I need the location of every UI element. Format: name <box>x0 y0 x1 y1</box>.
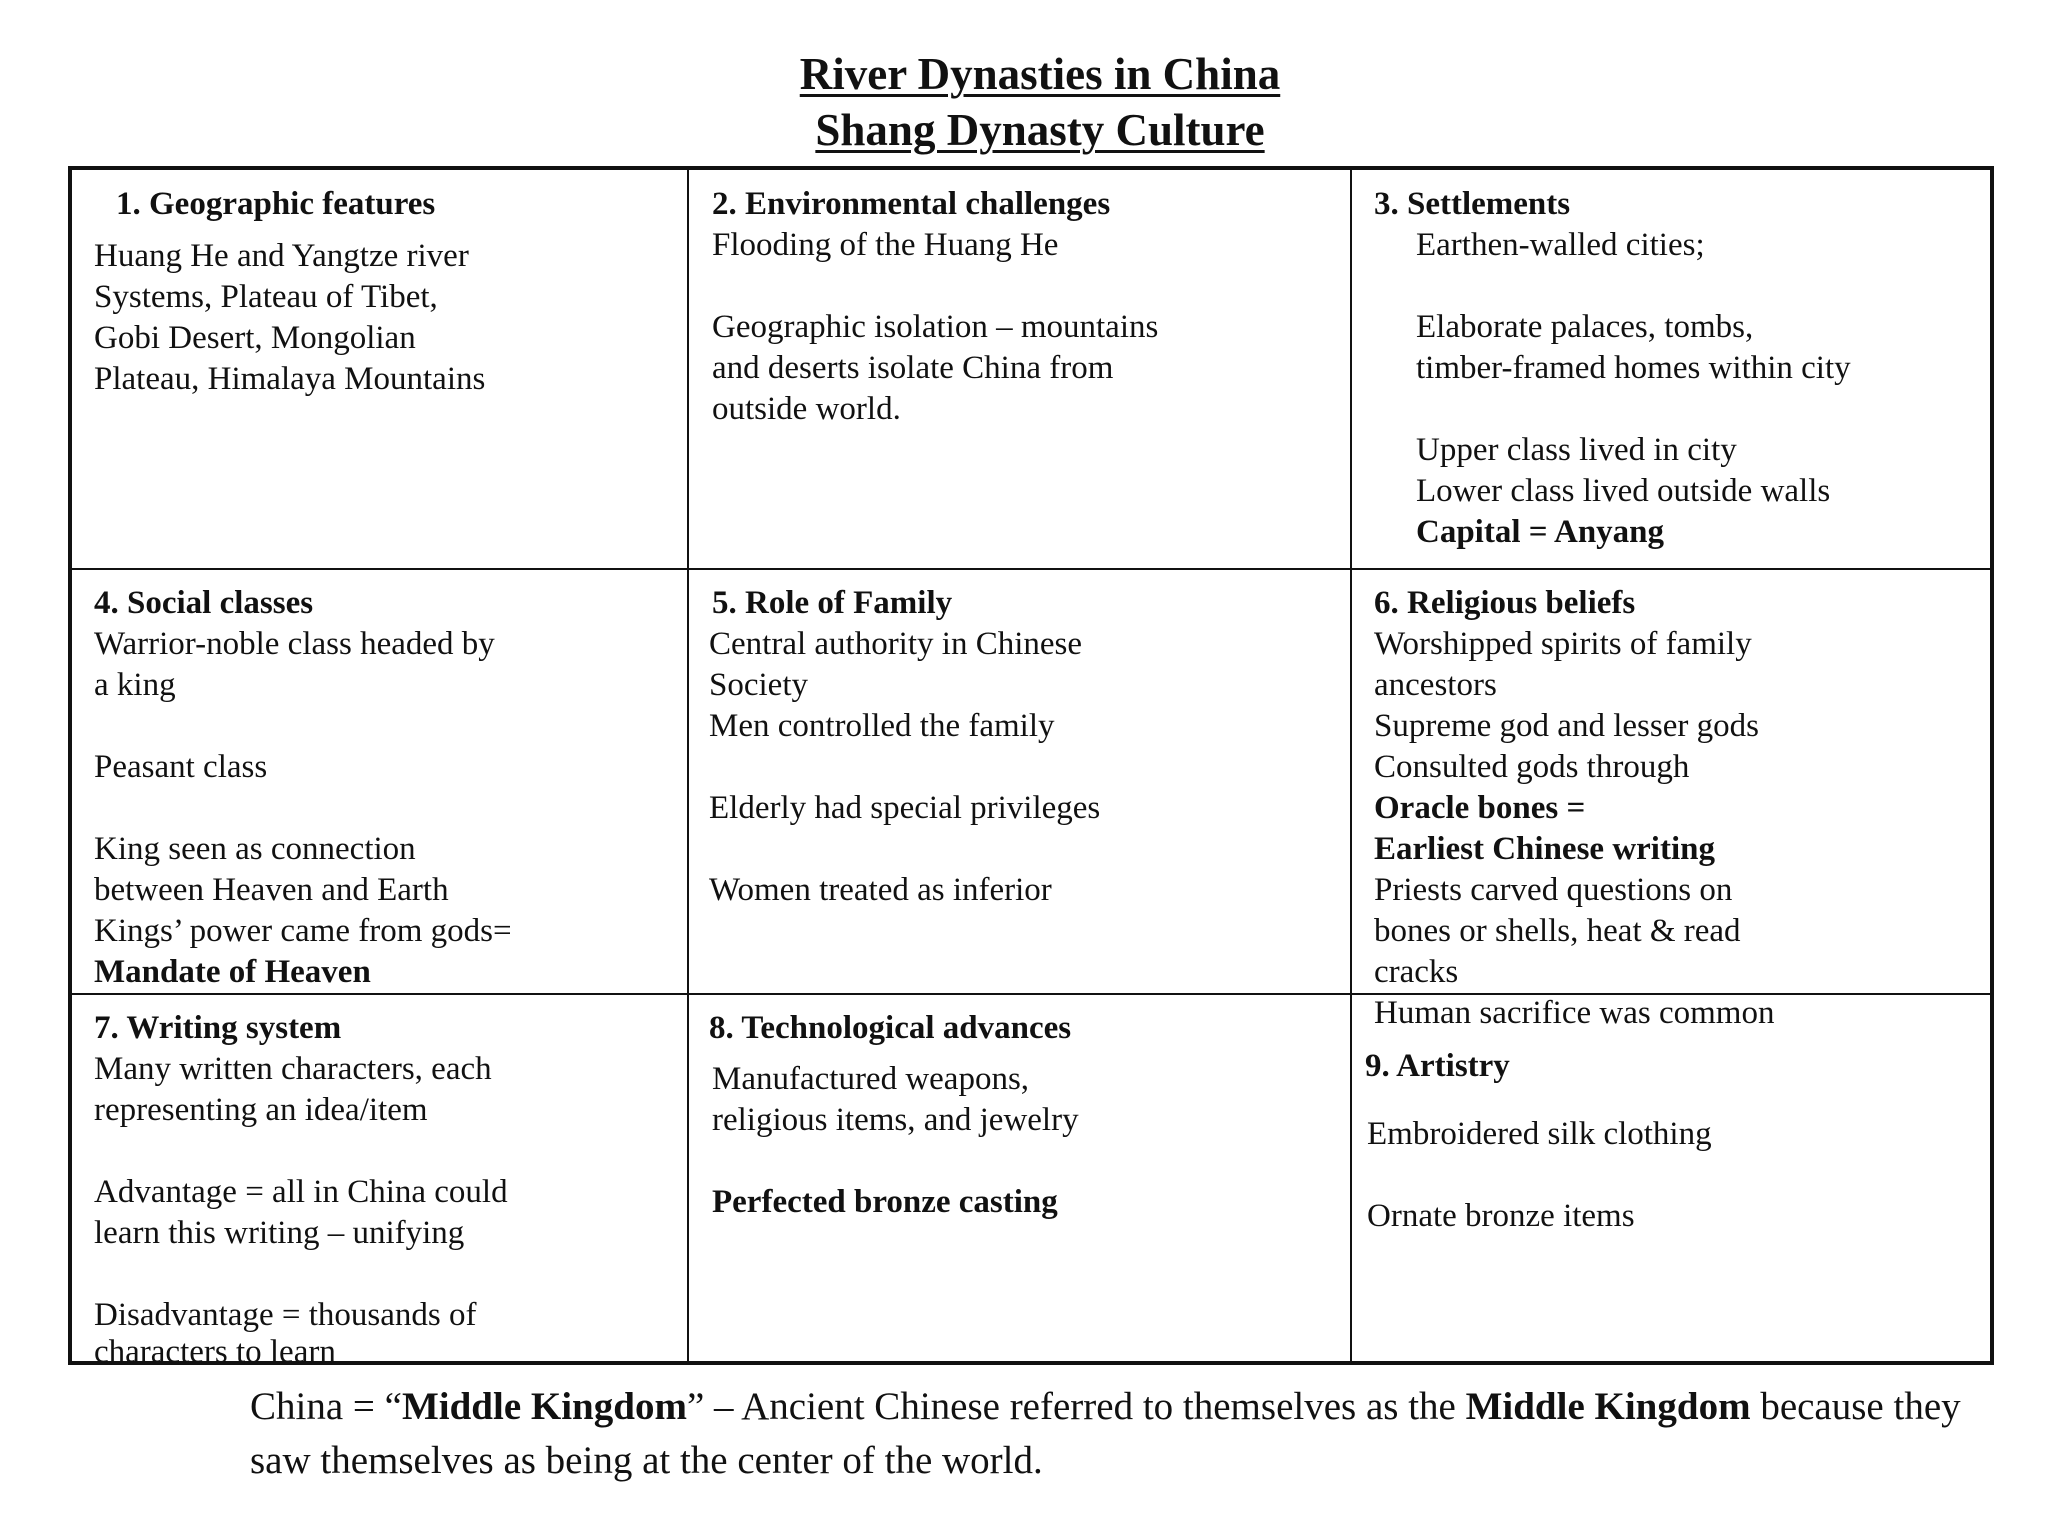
footer-bold-term: Middle Kingdom <box>1465 1385 1751 1428</box>
cell-artistry <box>1365 1046 1712 1237</box>
cell-line: outside world. <box>712 391 901 427</box>
cell-line: King seen as connection <box>94 831 416 867</box>
cell-settlements <box>1374 184 1851 553</box>
cell-gap <box>1416 389 1851 430</box>
cell-line: Kings’ power came from gods= <box>94 913 512 949</box>
cell-line: Manufactured weapons, <box>712 1061 1030 1097</box>
cell-heading: 2. Environmental challenges <box>712 186 1111 222</box>
cell-gap <box>1416 266 1851 307</box>
cell-bold-line: Oracle bones = <box>1374 790 1586 826</box>
cell-technological-advances <box>709 1008 1079 1223</box>
cell-gap <box>94 788 512 829</box>
cell-line: characters to learn <box>94 1336 336 1368</box>
cell-line: Huang He and Yangtze river <box>94 238 469 274</box>
cell-gap <box>712 1141 1079 1182</box>
cell-bold-line: Mandate of Heaven <box>94 954 371 990</box>
cell-line: Embroidered silk clothing <box>1367 1116 1712 1152</box>
cell-line: Systems, Plateau of Tibet, <box>94 279 438 315</box>
cell-bold-line: Capital = Anyang <box>1416 514 1665 550</box>
cell-line: Consulted gods through <box>1374 749 1690 785</box>
cell-line: Warrior-noble class headed by <box>94 626 495 662</box>
cell-line: bones or shells, heat & read <box>1374 913 1741 949</box>
cell-geographic-features <box>94 184 486 400</box>
cell-religious-beliefs <box>1374 583 1774 1034</box>
table-divider <box>72 568 1990 570</box>
cell-line: Men controlled the family <box>709 708 1055 744</box>
cell-line: Priests carved questions on <box>1374 872 1733 908</box>
table-divider <box>687 170 689 1361</box>
cell-line: Supreme god and lesser gods <box>1374 708 1759 744</box>
cell-line: Worshipped spirits of family <box>1374 626 1752 662</box>
cell-gap <box>1367 1155 1712 1196</box>
cell-line: Lower class lived outside walls <box>1416 473 1831 509</box>
cell-line: religious items, and jewelry <box>712 1102 1079 1138</box>
cell-line: Women treated as inferior <box>709 872 1052 908</box>
cell-line: Flooding of the Huang He <box>712 227 1059 263</box>
cell-line: Central authority in Chinese <box>709 626 1083 662</box>
cell-line: between Heaven and Earth <box>94 872 449 908</box>
cell-heading: 7. Writing system <box>94 1010 342 1046</box>
cell-line: Plateau, Himalaya Mountains <box>94 361 486 397</box>
cell-heading: 9. Artistry <box>1365 1048 1510 1084</box>
cell-social-classes <box>94 583 512 993</box>
cell-line: Gobi Desert, Mongolian <box>94 320 416 356</box>
cell-line: Ornate bronze items <box>1367 1198 1635 1234</box>
cell-gap <box>709 829 1100 870</box>
cell-role-of-family <box>709 583 1100 911</box>
cell-line: ancestors <box>1374 667 1497 703</box>
footer-text: China = “ <box>250 1385 402 1428</box>
cell-heading: 1. Geographic features <box>116 186 436 222</box>
footer-bold-term: Middle Kingdom <box>401 1385 687 1428</box>
footer-note <box>250 1380 2010 1488</box>
cell-writing-system <box>94 1008 508 1368</box>
cell-line: Elderly had special privileges <box>709 790 1101 826</box>
page-title: River Dynasties in China <box>799 49 1281 99</box>
cell-line: a king <box>94 667 176 703</box>
cell-environmental-challenges <box>712 184 1158 430</box>
page-subtitle: Shang Dynasty Culture <box>815 105 1265 155</box>
cell-line: learn this writing – unifying <box>94 1215 465 1251</box>
cell-bold-line: Earliest Chinese writing <box>1374 831 1715 867</box>
cell-line: Advantage = all in China could <box>94 1174 508 1210</box>
footer-text: because they saw themselves as being at the center of the world. <box>250 1385 1961 1482</box>
cell-gap <box>709 747 1100 788</box>
cell-line: Disadvantage = thousands of <box>94 1297 477 1333</box>
cell-heading: 5. Role of Family <box>712 585 953 621</box>
cell-line: Geographic isolation – mountains <box>712 309 1159 345</box>
cell-line: Peasant class <box>94 749 268 785</box>
cell-bold-line: Perfected bronze casting <box>712 1184 1058 1220</box>
cell-line: cracks <box>1374 954 1459 990</box>
cell-line: Earthen-walled cities; <box>1416 227 1705 263</box>
cell-line: Human sacrifice was common <box>1374 995 1775 1031</box>
cell-heading: 3. Settlements <box>1374 186 1571 222</box>
cell-heading: 6. Religious beliefs <box>1374 585 1636 621</box>
cell-line: representing an idea/item <box>94 1092 428 1128</box>
cell-heading: 8. Technological advances <box>709 1010 1072 1046</box>
cell-line: Society <box>709 667 808 703</box>
cell-gap <box>94 1254 508 1295</box>
footer-text: ” – Ancient Chinese referred to themselves as the <box>686 1385 1466 1428</box>
cell-line: Many written characters, each <box>94 1051 492 1087</box>
cell-heading: 4. Social classes <box>94 585 314 621</box>
cell-gap <box>94 1131 508 1172</box>
cell-line: Upper class lived in city <box>1416 432 1737 468</box>
culture-table <box>68 166 1994 1368</box>
cell-gap <box>94 706 512 747</box>
cell-gap <box>712 266 1158 307</box>
cell-line: Elaborate palaces, tombs, <box>1416 309 1754 345</box>
table-divider <box>1350 170 1352 1361</box>
cell-line: and deserts isolate China from <box>712 350 1114 386</box>
cell-line: timber-framed homes within city <box>1416 350 1851 386</box>
